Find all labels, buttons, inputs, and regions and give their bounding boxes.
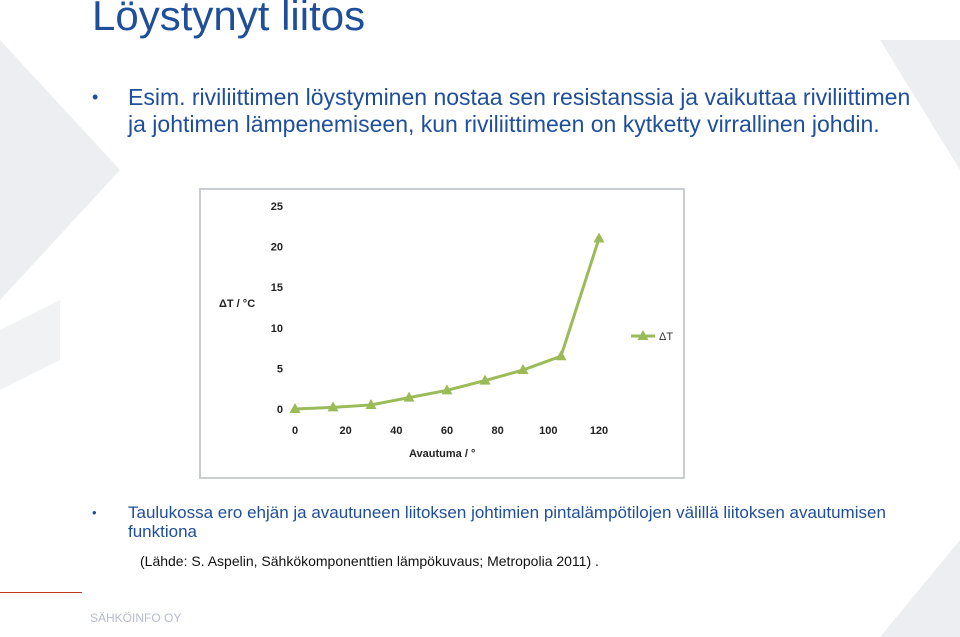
legend-label: ΔT	[659, 331, 674, 343]
bullet-text-2: Taulukossa ero ehjän ja avautuneen liitoksen johtimien pintalämpötilojen välillä liitoksen avautumisen funktiona	[128, 503, 886, 541]
bullet-item-2	[92, 503, 912, 541]
data-point-marker	[556, 350, 567, 360]
x-axis-title: Avautuma / °	[409, 448, 476, 460]
bullet-item-1	[92, 84, 912, 138]
decor-stripe-left	[0, 300, 60, 390]
x-tick-label: 40	[390, 425, 403, 437]
y-tick-label: 25	[270, 201, 283, 213]
x-tick-label: 60	[440, 425, 454, 437]
decor-chevron-right-bottom	[880, 540, 960, 637]
x-tick-label: 100	[539, 425, 558, 437]
y-tick-labels	[271, 201, 283, 416]
legend	[631, 330, 673, 343]
decor-chevron-left	[0, 40, 120, 300]
x-tick-label: 80	[491, 425, 504, 437]
slide-title: Löystynyt liitos	[92, 0, 366, 39]
source-citation: (Lähde: S. Aspelin, Sähkökomponenttien lämpökuvaus; Metropolia 2011) .	[140, 553, 599, 569]
y-tick-label: 5	[276, 363, 283, 376]
x-tick-label: 20	[339, 425, 352, 437]
y-tick-label: 20	[270, 241, 283, 254]
data-point-marker	[594, 232, 605, 242]
bullet-dot: •	[92, 505, 97, 520]
bullet-text-1: Esim. riviliittimen löystyminen nostaa sen resistanssia ja vaikuttaa riviliittimen ja johtimen lämpenemiseen, kun riviliittimeen on kytketty virrallinen johdin.	[128, 84, 911, 137]
y-tick-label: 10	[270, 322, 283, 335]
x-tick-label: 0	[291, 425, 299, 437]
chart-frame	[199, 188, 685, 479]
series-line	[295, 238, 599, 409]
x-tick-labels	[292, 425, 608, 437]
series-group	[290, 232, 605, 413]
bullet-dot: •	[92, 87, 99, 107]
y-tick-label: 0	[276, 404, 283, 416]
footer-company: SÄHKÖINFO OY	[90, 611, 182, 625]
y-axis-title: ΔT / °C	[219, 298, 256, 310]
footer-rule	[0, 592, 82, 593]
x-tick-label: 120	[589, 425, 609, 437]
line-chart	[201, 190, 683, 477]
y-tick-label: 15	[270, 282, 283, 295]
